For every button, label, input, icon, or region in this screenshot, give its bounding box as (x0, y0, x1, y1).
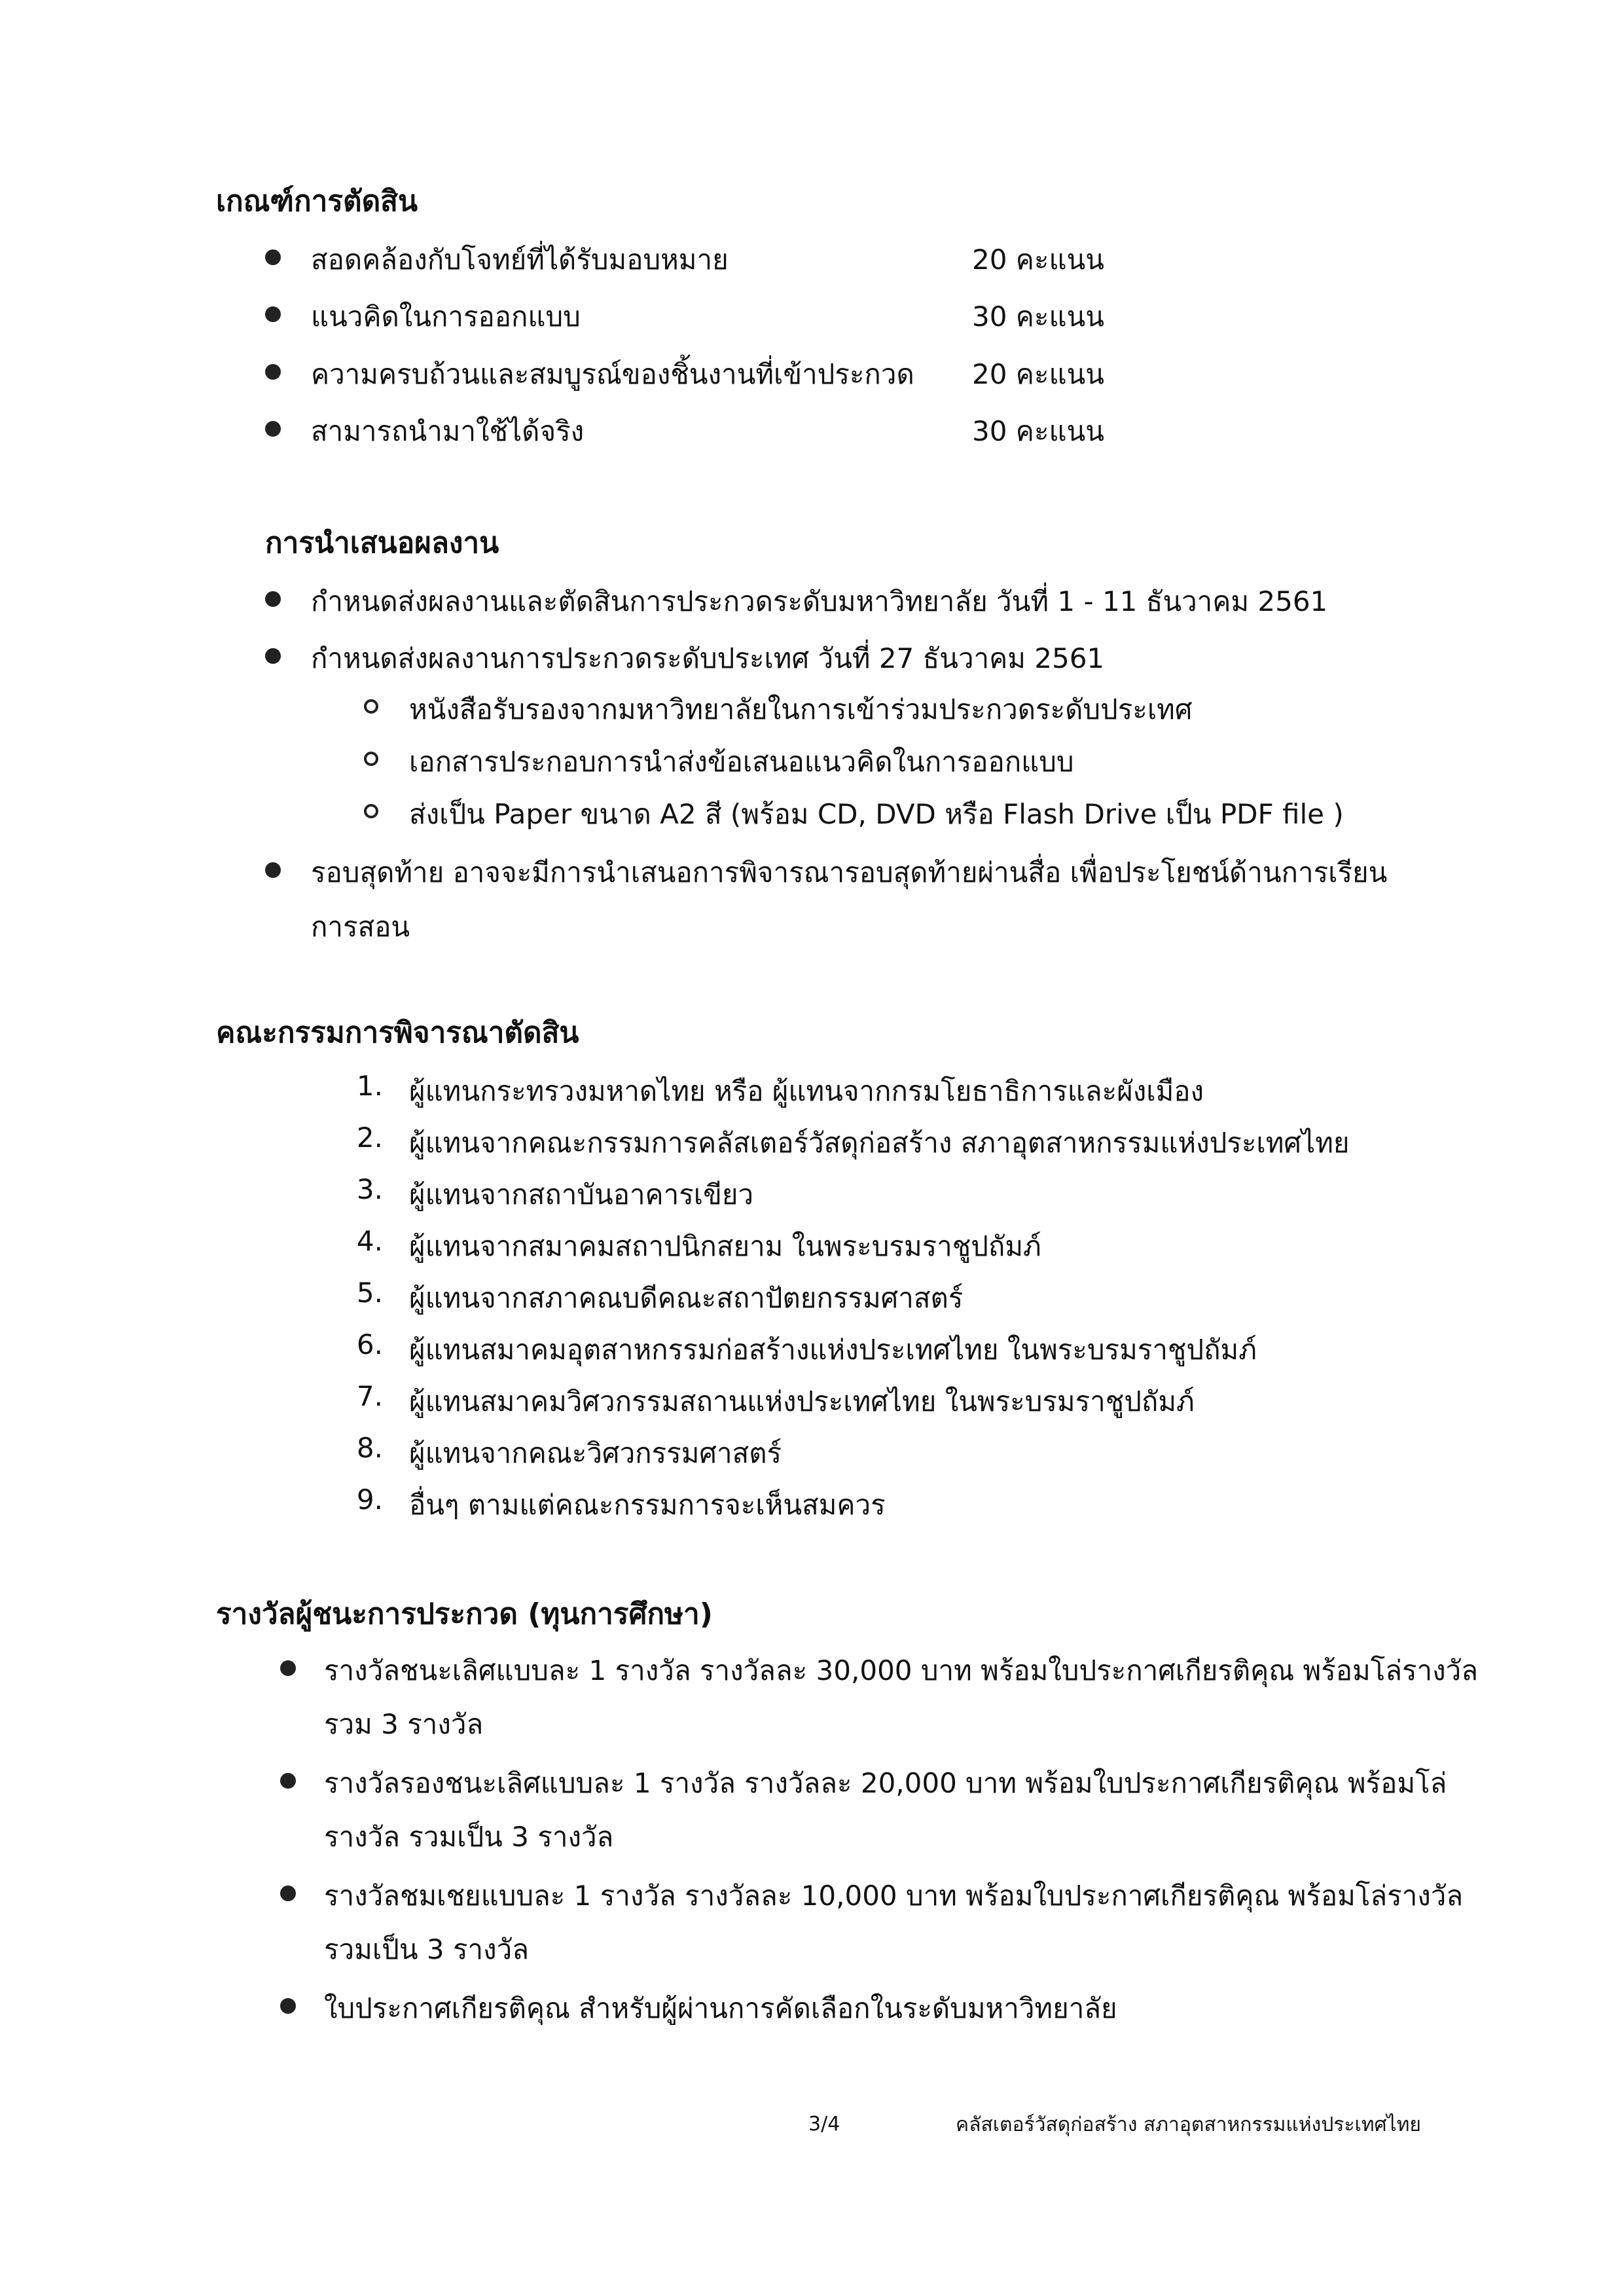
criteria-item-label: แนวคิดในการออกแบบ (311, 301, 581, 333)
bullet-icon (265, 421, 281, 437)
presentation-subitem: ส่งเป็น Paper ขนาด A2 สี (พร้อม CD, DVD หรือ Flash Drive เป็น PDF file ) (409, 798, 1344, 830)
award-line1: รางวัลรองชนะเลิศแบบละ 1 รางวัล รางวัลละ 20,000 บาท พร้อมใบประกาศเกียรติคุณ พร้อมโล่ (324, 1767, 1447, 1799)
committee-member: อื่นๆ ตามแต่คณะกรรมการจะเห็นสมควร (409, 1489, 886, 1521)
bullet-icon (280, 1660, 296, 1676)
criteria-item-score: 30 คะแนน (972, 415, 1104, 447)
bullet-icon (265, 648, 281, 664)
bullet-icon (280, 1998, 296, 2014)
committee-number: 1. (356, 1070, 383, 1102)
presentation-final-line2: การสอน (311, 911, 410, 943)
page-number: 3/4 (808, 2113, 840, 2136)
committee-member: ผู้แทนจากสมาคมสถาปนิกสยาม ในพระบรมราชูปถัมภ์ (409, 1230, 1041, 1262)
presentation-final-line1: รอบสุดท้าย อาจจะมีการนำเสนอการพิจารณารอบสุดท้ายผ่านสื่อ เพื่อประโยชน์ด้านการเรียน (311, 856, 1388, 888)
criteria-item-label: ความครบถ้วนและสมบูรณ์ของชิ้นงานที่เข้าประกวด (311, 358, 914, 390)
circle-bullet-icon (364, 699, 378, 714)
criteria-item-label: สามารถนำมาใช้ได้จริง (311, 415, 585, 447)
committee-heading: คณะกรรมการพิจารณาตัดสิน (216, 1016, 579, 1049)
presentation-heading: การนำเสนอผลงาน (265, 526, 499, 560)
committee-number: 3. (356, 1173, 383, 1205)
committee-member: ผู้แทนกระทรวงมหาดไทย หรือ ผู้แทนจากกรมโยธาธิการและผังเมือง (409, 1075, 1204, 1107)
bullet-icon (280, 1886, 296, 1901)
presentation-item: กำหนดส่งผลงานและตัดสินการประกวดระดับมหาวิทยาลัย วันที่ 1 - 11 ธันวาคม 2561 (311, 585, 1328, 617)
award-line1: ใบประกาศเกียรติคุณ สำหรับผู้ผ่านการคัดเลือกในระดับมหาวิทยาลัย (324, 1992, 1117, 2024)
presentation-subitem: หนังสือรับรองจากมหาวิทยาลัยในการเข้าร่วมประกวดระดับประเทศ (409, 693, 1193, 725)
award-line1: รางวัลชมเชยแบบละ 1 รางวัล รางวัลละ 10,000 บาท พร้อมใบประกาศเกียรติคุณ พร้อมโล่รางวัล (324, 1880, 1464, 1912)
committee-number: 5. (356, 1277, 383, 1309)
criteria-item-score: 20 คะแนน (972, 358, 1104, 390)
criteria-item-label: สอดคล้องกับโจทย์ที่ได้รับมอบหมาย (311, 244, 729, 276)
award-line2: รวมเป็น 3 รางวัล (324, 1933, 529, 1965)
bullet-icon (265, 862, 281, 878)
award-line2: รางวัล รวมเป็น 3 รางวัล (324, 1821, 614, 1853)
bullet-icon (280, 1773, 296, 1789)
committee-number: 7. (356, 1380, 383, 1412)
footer-org: คลัสเตอร์วัสดุก่อสร้าง สภาอุตสาหกรรมแห่งประเทศไทย (956, 2113, 1421, 2136)
bullet-icon (265, 249, 281, 265)
presentation-subitem: เอกสารประกอบการนำส่งข้อเสนอแนวคิดในการออกแบบ (409, 746, 1074, 778)
circle-bullet-icon (364, 752, 378, 766)
criteria-heading: เกณฑ์การตัดสิน (216, 185, 418, 218)
award-line1: รางวัลชนะเลิศแบบละ 1 รางวัล รางวัลละ 30,000 บาท พร้อมใบประกาศเกียรติคุณ พร้อมโล่รางวัล (324, 1654, 1478, 1686)
committee-member: ผู้แทนจากคณะกรรมการคลัสเตอร์วัสดุก่อสร้าง สภาอุตสาหกรรมแห่งประเทศไทย (409, 1127, 1350, 1159)
bullet-icon (265, 591, 281, 607)
circle-bullet-icon (364, 804, 378, 818)
criteria-item-score: 30 คะแนน (972, 301, 1104, 333)
awards-heading: รางวัลผู้ชนะการประกวด (ทุนการศึกษา) (216, 1597, 713, 1631)
bullet-icon (265, 364, 281, 380)
award-line2: รวม 3 รางวัล (324, 1708, 484, 1740)
committee-member: ผู้แทนสมาคมวิศวกรรมสถานแห่งประเทศไทย ในพระบรมราชูปถัมภ์ (409, 1385, 1195, 1417)
bullet-icon (265, 306, 281, 322)
committee-member: ผู้แทนจากคณะวิศวกรรมศาสตร์ (409, 1437, 782, 1469)
committee-member: ผู้แทนจากสถาบันอาคารเขียว (409, 1178, 754, 1211)
committee-member: ผู้แทนจากสภาคณบดีคณะสถาปัตยกรรมศาสตร์ (409, 1282, 964, 1314)
committee-number: 6. (356, 1328, 383, 1360)
committee-number: 9. (356, 1484, 383, 1516)
committee-member: ผู้แทนสมาคมอุตสาหกรรมก่อสร้างแห่งประเทศไทย ในพระบรมราชูปถัมภ์ (409, 1334, 1257, 1366)
presentation-item: กำหนดส่งผลงานการประกวดระดับประเทศ วันที่ 27 ธันวาคม 2561 (311, 642, 1105, 674)
criteria-item-score: 20 คะแนน (972, 244, 1104, 276)
committee-number: 4. (356, 1225, 383, 1257)
committee-number: 2. (356, 1121, 383, 1154)
committee-number: 8. (356, 1432, 383, 1464)
